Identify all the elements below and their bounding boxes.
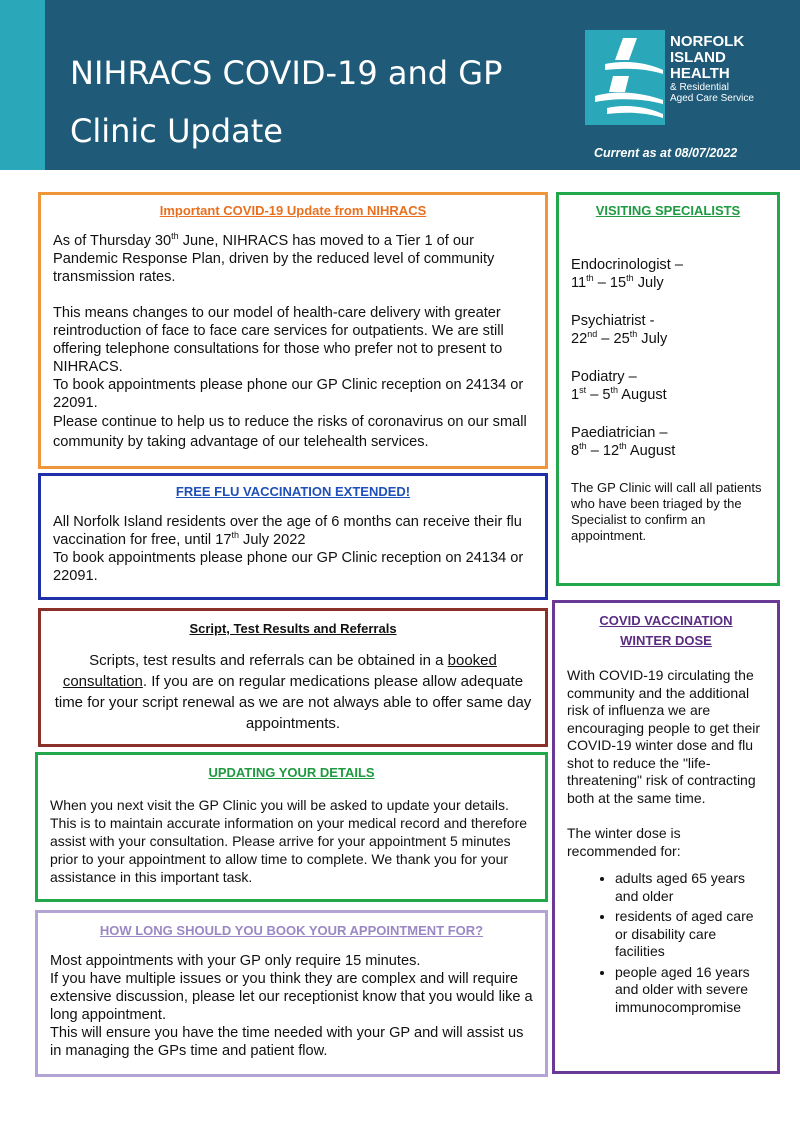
date-end-suffix: th — [629, 329, 638, 340]
logo-line2: ISLAND — [670, 49, 726, 66]
logo-line3: HEALTH — [670, 65, 730, 82]
appointment-length-box — [35, 910, 548, 1077]
date-start: 11 — [571, 275, 587, 291]
page-title — [70, 44, 540, 160]
updating-details-box — [35, 752, 548, 902]
date-end-suffix: th — [619, 441, 627, 452]
covid-update-paragraph-4: Please continue to help us to reduce the risks of coronavirus on our small community by taking advantage of our telehealth services. — [53, 414, 527, 450]
date-separator: – — [586, 443, 603, 459]
date-start-suffix: th — [579, 441, 587, 452]
date-end-suffix: th — [610, 385, 619, 396]
covid-winter-dose-box — [552, 600, 780, 1074]
specialist-name: Psychiatrist - — [571, 313, 655, 329]
covid-update-p1-b: June, NIHRACS has moved to a Tier 1 of our Pandemic Response Plan, driven by the reduced level of community transmission rates. — [53, 233, 495, 285]
script-paragraph — [53, 650, 533, 734]
covid-update-body — [53, 232, 533, 452]
flu-vaccination-title: FREE FLU VACCINATION EXTENDED! — [175, 484, 411, 499]
header-banner — [0, 0, 800, 170]
specialists-list — [571, 256, 765, 460]
date-start-suffix: nd — [587, 329, 598, 340]
appointment-length-body — [50, 952, 533, 1060]
specialist-name: Paediatrician – — [571, 425, 668, 441]
covid-update-title: Important COVID-19 Update from NIHRACS — [159, 203, 427, 218]
covid-update-p1-a: As of Thursday 30 — [53, 233, 172, 249]
logo-sub1: & Residential — [670, 82, 729, 93]
date-end: 12 — [602, 443, 620, 459]
script-p-a: Scripts, test results and referrals can be obtained in a — [89, 652, 448, 669]
page-title-line1: NIHRACS COVID-19 and GP — [70, 54, 503, 92]
list-item: • people aged 16 years and older with severe immunocompromise — [615, 964, 765, 1017]
appointment-length-paragraph-2: If you have multiple issues or you think they are complex and will require extensive discussion, please let our receptionist know that you would like a long appointment. — [50, 971, 533, 1023]
date-month: July — [633, 275, 664, 291]
specialist-name: Endocrinologist – — [571, 257, 683, 273]
specialist-item — [571, 368, 765, 404]
visiting-specialists-title: VISITING SPECIALISTS — [595, 203, 741, 218]
updating-details-title: UPDATING YOUR DETAILS — [208, 765, 375, 780]
date-month: August — [626, 443, 676, 459]
flu-p1-sup: th — [231, 530, 239, 541]
appointment-length-title: HOW LONG SHOULD YOU BOOK YOUR APPOINTMENT FOR? — [99, 923, 484, 938]
flu-p1-a: All Norfolk Island residents over the age of 6 months can receive their flu vaccination for free, until 17 — [53, 514, 522, 548]
appointment-length-paragraph-3: This will ensure you have the time needed with your GP and will assist us in managing the GPs time and patient flow. — [50, 1025, 524, 1059]
specialist-dates — [571, 330, 765, 348]
script-results-body — [53, 650, 533, 734]
date-month: August — [618, 387, 667, 403]
logo-sub2: Aged Care Service — [670, 93, 754, 104]
date-start-suffix: st — [579, 385, 587, 396]
covid-winter-dose-title — [567, 611, 765, 651]
specialist-item — [571, 256, 765, 292]
specialist-item — [571, 424, 765, 460]
date-start: 1 — [571, 387, 580, 403]
logo-line1: NORFOLK — [670, 33, 745, 50]
covid-winter-dose-body — [567, 667, 765, 860]
specialist-dates — [571, 274, 765, 292]
flu-paragraph-2: To book appointments please phone our GP Clinic reception on 24134 or 22091. — [53, 550, 524, 584]
winter-dose-eligibility-list — [567, 870, 765, 1016]
date-end: 25 — [613, 331, 630, 347]
list-item: • residents of aged care or disability care facilities — [615, 908, 765, 961]
date-start-suffix: th — [586, 273, 594, 284]
date-separator: – — [593, 275, 610, 291]
date-end: 15 — [609, 275, 627, 291]
covid-update-paragraph-3: To book appointments please phone our GP Clinic reception on 24134 or 22091. — [53, 377, 524, 411]
script-results-title: Script, Test Results and Referrals — [189, 621, 397, 636]
specialist-dates — [571, 442, 765, 460]
norfolk-island-health-logo-icon — [585, 30, 665, 125]
flu-p1-b: July 2022 — [238, 532, 306, 548]
flu-vaccination-box — [38, 473, 548, 600]
booked-consultation-text: booked consultation — [62, 652, 497, 690]
date-month: July — [637, 331, 668, 347]
specialist-name: Podiatry – — [571, 369, 637, 385]
script-p-b: . If you are on regular medications please allow adequate time for your script renewal as we are not always able to offer same day appointments. — [54, 673, 532, 732]
covid-update-p1-sup: th — [171, 231, 179, 242]
flu-paragraph-1 — [53, 513, 533, 549]
covid-update-paragraph-2: This means changes to our model of health-care delivery with greater reintroduction of face to face care services for outpatients. We are still offering telephone consultations for those who prefer not to present to NIHRACS. — [53, 305, 504, 375]
covid-winter-dose-title-line2: WINTER DOSE — [620, 633, 712, 648]
date-separator: – — [586, 387, 603, 403]
date-start: 8 — [571, 443, 580, 459]
visiting-specialists-box — [556, 192, 780, 586]
list-item: • adults aged 65 years and older — [615, 870, 765, 905]
logo-wordmark — [670, 34, 754, 104]
specialists-note: The GP Clinic will call all patients who have been triaged by the Specialist to confirm an appointment. — [571, 480, 762, 543]
date-separator: – — [597, 331, 614, 347]
date-start: 22 — [571, 331, 588, 347]
date-end: 5 — [602, 387, 611, 403]
updating-details-body — [50, 796, 533, 886]
covid-winter-dose-paragraph-1: With COVID-19 circulating the community and the additional risk of influenza we are encouraging people to get their COVID-19 winter dose and flu shot to reduce the "life-threatening" risk of contracting both at the same time. — [567, 667, 761, 806]
header-accent-strip — [0, 0, 45, 170]
covid-update-box — [38, 192, 548, 469]
current-as-at-date: Current as at 08/07/2022 — [594, 146, 738, 160]
date-end-suffix: th — [626, 273, 634, 284]
appointment-length-paragraph-1: Most appointments with your GP only require 15 minutes. — [50, 953, 421, 969]
page-title-line2: Clinic Update — [70, 112, 283, 150]
covid-update-paragraph-1 — [53, 232, 533, 286]
covid-winter-dose-title-line1: COVID VACCINATION — [599, 613, 733, 628]
specialist-item — [571, 312, 765, 348]
specialist-dates — [571, 386, 765, 404]
script-results-referrals-box — [38, 608, 548, 747]
updating-details-paragraph: When you next visit the GP Clinic you will be asked to update your details. This is to maintain accurate information on your medical record and therefore assist with your consultation. Please arrive for your appointment 5 minutes prior to your appointment to allow time to complete. We thank you for your assistance in this important task. — [50, 797, 528, 885]
covid-winter-dose-paragraph-2: The winter dose is recommended for: — [567, 825, 681, 859]
flu-vaccination-body — [53, 513, 533, 585]
